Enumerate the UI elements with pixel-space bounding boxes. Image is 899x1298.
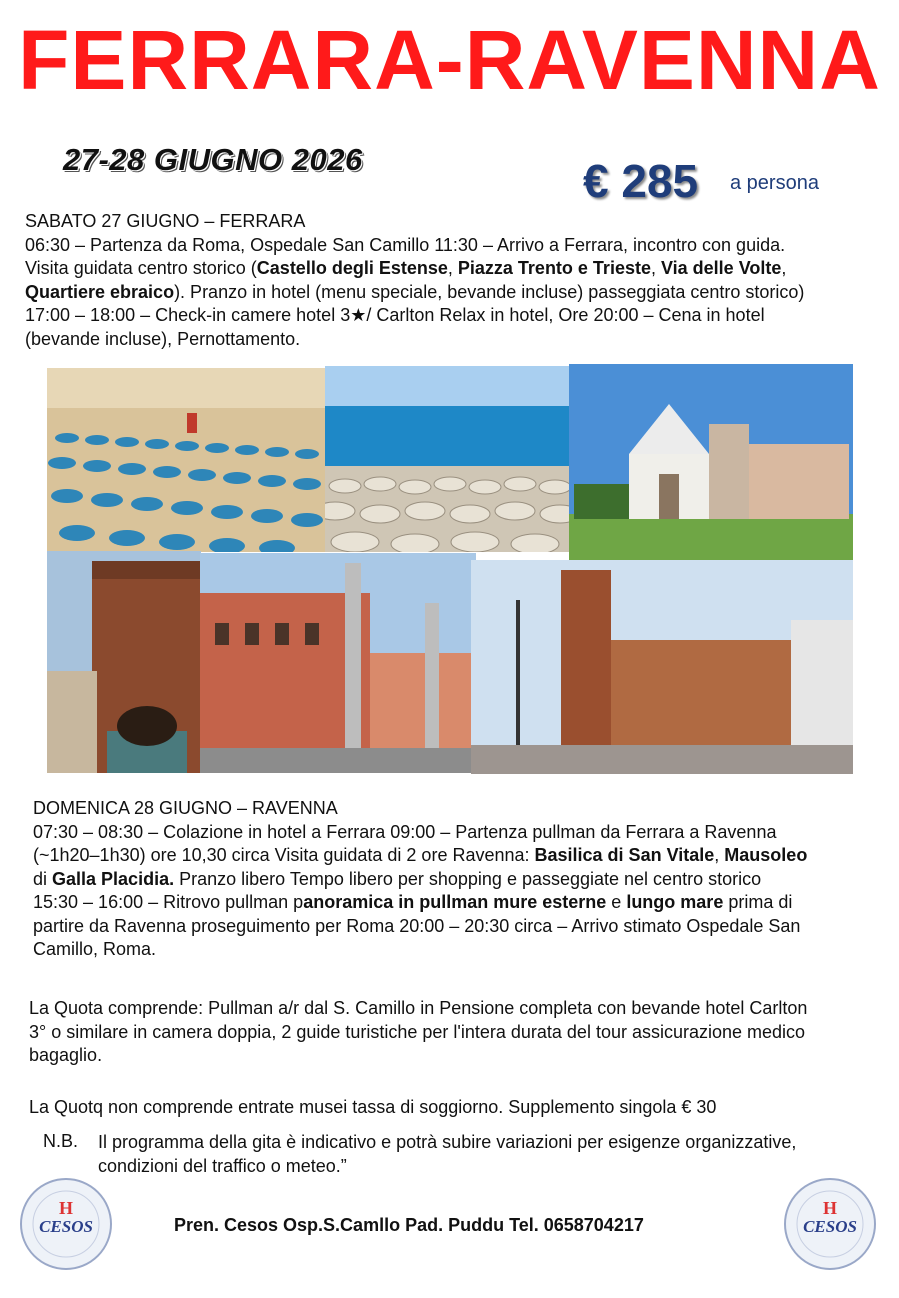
highlight-ghetto: Quartiere ebraico [25, 281, 175, 302]
nb-line: Il programma della gita è indicativo e potrà subire variazioni per esigenze organizzative, [98, 1132, 797, 1152]
day2-line [33, 891, 893, 915]
photo-castle-tower [47, 551, 201, 773]
day1-line: 17:00 – 18:00 – Check-in camere hotel 3★/ Carlton Relax in hotel, Ore 20:00 – Cena in hotel [25, 305, 765, 325]
highlight-panoramica: anoramica in pullman mure esterne [303, 892, 607, 912]
day2-text: (~1h20–1h30) ore 10,30 circa Visita guidata di 2 ore Ravenna: [33, 845, 535, 865]
day1-text: , [781, 258, 787, 278]
price-excludes: La Quotq non comprende entrate musei tassa di soggiorno. Supplemento singola € 30 [29, 1097, 717, 1117]
photo-sea-umbrellas [325, 366, 571, 552]
photo-piazza-columns [200, 553, 476, 773]
photo-town-hall [471, 560, 853, 774]
svg-text:CESOS: CESOS [803, 1217, 857, 1236]
highlight-castle: Castello degli Estense [256, 258, 448, 278]
price-amount: € 285 [583, 155, 699, 207]
nb-note [98, 1131, 878, 1178]
svg-text:H: H [58, 1198, 74, 1218]
day2-line: Camillo, Roma. [33, 939, 157, 959]
page-title: FERRARA-RAVENNA [18, 13, 881, 107]
booking-contact: Pren. Cesos Osp.S.Camllo Pad. Puddu Tel. 0658704217 [174, 1215, 644, 1235]
day2-heading: DOMENICA 28 GIUGNO – RAVENNA [33, 798, 338, 818]
day2-text: , [714, 845, 725, 865]
day2-line: partire da Ravenna proseguimento per Roma 20:00 – 20:30 circa – Arrivo stimato Ospedale San [33, 915, 801, 936]
day1-heading: SABATO 27 GIUGNO – FERRARA [25, 211, 306, 231]
day2-text: Pranzo libero Tempo libero per shopping e passeggiate nel centro storico [174, 868, 762, 889]
day2-itinerary [33, 797, 893, 962]
day2-line [33, 844, 893, 868]
day2-line [33, 868, 893, 892]
photo-beach-umbrellas [47, 368, 327, 552]
day2-text: prima di [723, 892, 793, 912]
day1-line [25, 281, 885, 305]
day1-line [25, 257, 885, 281]
includes-line: La Quota comprende: Pullman a/r dal S. Camillo in Pensione completa con bevande hotel Carlton [29, 998, 808, 1018]
day1-text: , [650, 258, 661, 278]
nb-label: N.B. [43, 1131, 79, 1151]
nb-line: condizioni del traffico o meteo.” [98, 1155, 347, 1176]
trip-dates: 27-28 GIUGNO 2026 [63, 142, 363, 177]
day1-text: , [447, 258, 458, 278]
highlight-san-vitale: Basilica di San Vitale [534, 845, 715, 865]
day1-line: 06:30 – Partenza da Roma, Ospedale San Camillo 11:30 – Arrivo a Ferrara, incontro con guida. [25, 234, 786, 255]
day1-text: Visita guidata centro storico ( [25, 258, 257, 278]
highlight-mausoleo: Mausoleo [724, 845, 808, 865]
highlight-volte: Via delle Volte [660, 258, 782, 278]
price-unit: a persona [730, 172, 819, 194]
photo-cathedral [569, 364, 853, 560]
includes-line: bagaglio. [29, 1045, 103, 1065]
highlight-galla-placidia: Galla Placidia. [52, 868, 175, 889]
day2-text: 15:30 – 16:00 – Ritrovo pullman p [33, 892, 304, 912]
day1-line: (bevande incluse), Pernottamento. [25, 328, 301, 349]
day2-text: e [606, 892, 627, 912]
cesos-logo-left [18, 1176, 114, 1272]
highlight-lungo-mare: lungo mare [626, 892, 724, 912]
day2-line: 07:30 – 08:30 – Colazione in hotel a Ferrara 09:00 – Partenza pullman da Ferrara a Ravenna [33, 821, 777, 842]
day1-text: ). Pranzo in hotel (menu speciale, bevande incluse) passeggiata centro storico) [174, 281, 805, 302]
svg-text:H: H [822, 1198, 838, 1218]
includes-line: 3° o similare in camera doppia, 2 guide turistiche per l'intera durata del tour assicurazione medico [29, 1021, 806, 1042]
day2-text: di [33, 868, 53, 889]
cesos-logo-right [782, 1176, 878, 1272]
svg-text:CESOS: CESOS [39, 1217, 93, 1236]
day1-itinerary [25, 210, 885, 351]
price-includes [29, 997, 889, 1068]
highlight-piazza: Piazza Trento e Trieste [457, 258, 651, 278]
